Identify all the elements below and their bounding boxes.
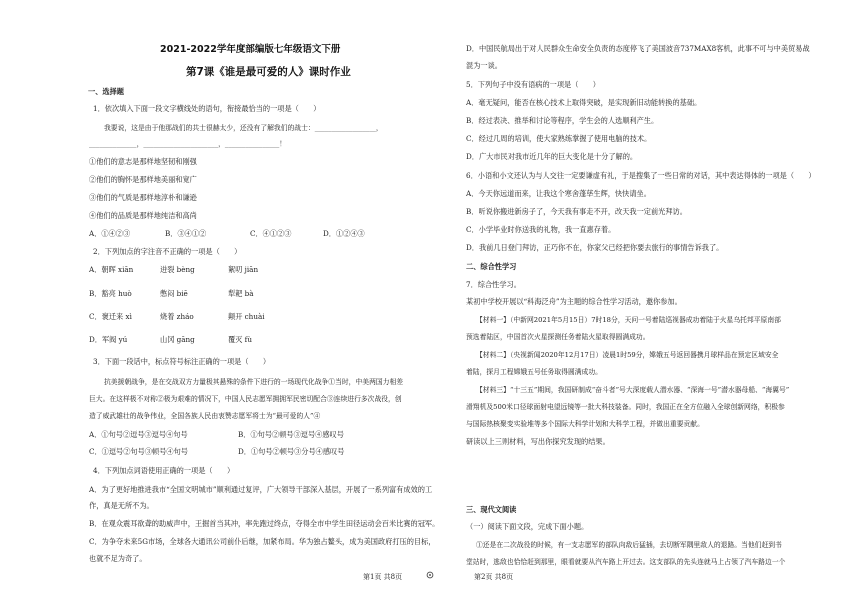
q4-option-a[interactable]: A．为了更好地推进我市“全国文明城市”顺利通过复评，广大领导干部深入基层，开展了一系列富有成效的工 [89,485,433,494]
reading-passage-line2: 堂站时，逃敌也恰恰赶到那里，眼看就要从汽车路上开过去。这支部队的先头连就马上占领了汽车路边一个 [466,558,786,566]
q7-task: 研读以上三则材料，写出你探究发现的结果。 [466,437,610,446]
q5-option-c[interactable]: C．经过几周的培训，使大家熟练掌握了使用电脑的技术。 [466,134,652,143]
q7-material3-line1: 【材料三】“十三五”期间，我国研制成“奋斗者”号大深度载人潜水器、“深海一号”潜水器母船、“海翼号” [476,386,790,394]
q4-stem: 4．下列加点词语使用正确的一项是（ ） [93,466,235,475]
page-number-left: 第1页 共8页 [363,573,403,581]
q4-option-c-cont: 也就不足为奇了。 [89,554,147,563]
q2-stem: 2．下列加点的字注音不正确的一项是（ ） [93,247,242,256]
q2-d-word2: 山冈 gāng [160,335,195,344]
q3-passage-line1: 抗美援朝战争，是在交战双方力量极其悬殊的条件下进行的一场现代化战争①当时，中美两国力相差 [104,378,404,386]
right-page [430,0,860,608]
q1-stem: 1．依次填入下面一段文字横线处的语句，衔接最恰当的一项是（ ） [93,104,321,113]
q3-passage-line3: 造了威武雄壮的战争伟业，全国各族人民由衷赞志愿军将士为“最可爱的人”④ [89,412,321,420]
q7-material2-line2: 着陆，探月工程嫦娥五号任务取得圆满成功。 [466,368,602,376]
q7-material3-line2: 滑翔机及500米口径球面射电望远镜等一批大科技装备。同时，我国正在全方位融入全球创新网络，积极参 [466,403,785,411]
q2-option-d[interactable]: D．军阀 yú [89,335,128,344]
q1-item-2: ②他们的胸怀是那样地美丽和宽广 [89,175,197,184]
q3-option-a[interactable]: A．①句号②逗号③逗号④句号 [89,430,188,439]
q2-a-word2: 迸裂 bèng [160,265,195,274]
q4-option-c[interactable]: C．为争夺未来5G市场，全球各大通讯公司前仆后继，加紧布局。华为独占鳌头，成为美国政府打压的目标， [89,537,436,546]
q1-text-line2: ______________，______________________，________________！ [89,140,287,148]
q1-option-b[interactable]: B．③④①② [165,229,207,238]
q6-stem: 6．小语和小文还认为与人交往一定要谦虚有礼，于是搜集了一些日常的对话，其中表达得体的一项是（ ） [466,171,816,180]
q5-option-b[interactable]: B．经过表决、推举和讨论等程序，学生会的人选顺利产生。 [466,116,659,125]
q4-option-a-cont: 作，真是无所不为。 [89,501,154,510]
q3-option-d[interactable]: D．①句号②顿号③分号④感叹号 [238,447,345,456]
q7-stem: 7．综合性学习。 [466,280,521,289]
q5-option-d[interactable]: D．广大市民对我市近几年的巨大变化是十分了解的。 [466,152,638,161]
q3-option-b[interactable]: B．①句号②顿号③逗号④感叹号 [238,430,344,439]
q6-option-b[interactable]: B．听说你搬进新房子了，今天我有事走不开，改天我一定前光拜访。 [466,207,687,216]
reading-instruction: （一）阅读下面文段，完成下面小题。 [466,522,589,531]
q4-option-d-cont: 混为一谈。 [466,61,502,70]
q1-option-a[interactable]: A．①④②③ [89,229,131,238]
q2-a-word3: 絮叨 jiān [228,265,259,274]
q1-item-3: ③他们的气质是那样地淳朴和谦逊 [89,193,197,202]
doc-title: 2021-2022学年度部编版七年级语文下册 [160,44,341,55]
section-heading-reading: 三、现代文阅读 [466,505,517,514]
section-heading-choice: 一、选择题 [88,87,124,96]
page-number-right: 第2页 共8页 [474,573,514,581]
q7-material2-line1: 【材料二】（央视新闻2020年12月17日）凌晨1时59分，嫦娥五号返回器携月球样品在预定区域安全 [476,351,779,359]
q3-option-c[interactable]: C．①逗号②句号③顿号④句号 [89,447,188,456]
q7-material1-line2: 预选着陆区，中国首次火星探测任务着陆火星取得圆满成功。 [466,333,650,341]
q1-text-line1: 我要说，这是由于他那战们的共士很赫太少，还没有了解我们的战士：__________________， [104,124,383,132]
q2-b-word3: 犁耙 bà [228,289,254,298]
q2-option-b[interactable]: B．豁亮 huò [89,289,132,298]
q3-stem: 3．下面一段话中，标点符号标注正确的一项是（ ） [93,357,271,366]
q2-b-word2: 憋闷 biē [160,289,188,298]
q1-option-c[interactable]: C．④①②③ [250,229,292,238]
q1-item-4: ④他们的品质是那样地纯洁和高尚 [89,211,197,220]
reading-passage-line1: ①还是在二次战役的时候，有一支志愿军的部队向敌后猛插，去切断军隅里敌人的退路。当他们赶到书 [476,541,782,549]
q6-option-d[interactable]: D．我前几日登门拜访，正巧你不在，你家父已经把你要去旅行的事情告诉我了。 [466,243,724,252]
q2-d-word3: 覆灭 fù [228,335,252,344]
q1-option-d[interactable]: D．①②④③ [323,229,365,238]
q2-option-c[interactable]: C．褒迁来 xì [89,312,132,321]
q7-material1-line1: 【材料一】（中新网2021年5月15日）7时18分，天问一号着陆巡视器成功着陆于火星乌托邦平原南部 [476,316,781,324]
q5-option-a[interactable]: A．毫无疑问，能否在核心技术上取得突破，是实现新旧动能转换的基础。 [466,98,702,107]
q1-item-1: ①他们的意志是那样地坚韧和刚强 [89,157,197,166]
q2-c-word2: 烧着 zháo [160,312,194,321]
q4-option-b[interactable]: B．在观众震耳欲聋的助威声中，王掘首当其冲，率先跑过终点，夺得全市中学生田径运动会百米比赛的冠军。 [89,519,440,528]
section-heading-integrated: 二、综合性学习 [466,262,517,271]
q2-option-a[interactable]: A．朝晖 xiān [89,265,134,274]
q6-option-c[interactable]: C．小学毕业时你送我的礼物，我一直惠存着。 [466,225,616,234]
lesson-title: 第7课《谁是最可爱的人》课时作业 [186,66,351,78]
q3-passage-line2: 巨大。在这样极不对称②极为艰难的情况下，中国人民志愿军拥拥军民密切配合③连续进行多次战役，创 [89,395,402,403]
q7-intro: 某初中学校开展以“科海泛舟”为主题的综合性学习活动，邀你参加。 [466,297,682,306]
q5-stem: 5．下列句子中没有语病的一项是（ ） [466,80,600,89]
q4-option-d[interactable]: D．中国民航局出于对人民群众生命安全负责的态度停飞了美国波音737MAX8客机，此事不可与中美贸易战 [466,44,810,53]
q6-option-a[interactable]: A．今天你远道而来，让我这个寒舍蓬荜生辉，快快请坐。 [466,189,651,198]
q7-material3-line3: 与国际热核聚变实验堆等多个国际大科学计划和大科学工程，并做出重要贡献。 [466,420,704,428]
q2-c-word3: 颠开 chuài [228,312,265,321]
